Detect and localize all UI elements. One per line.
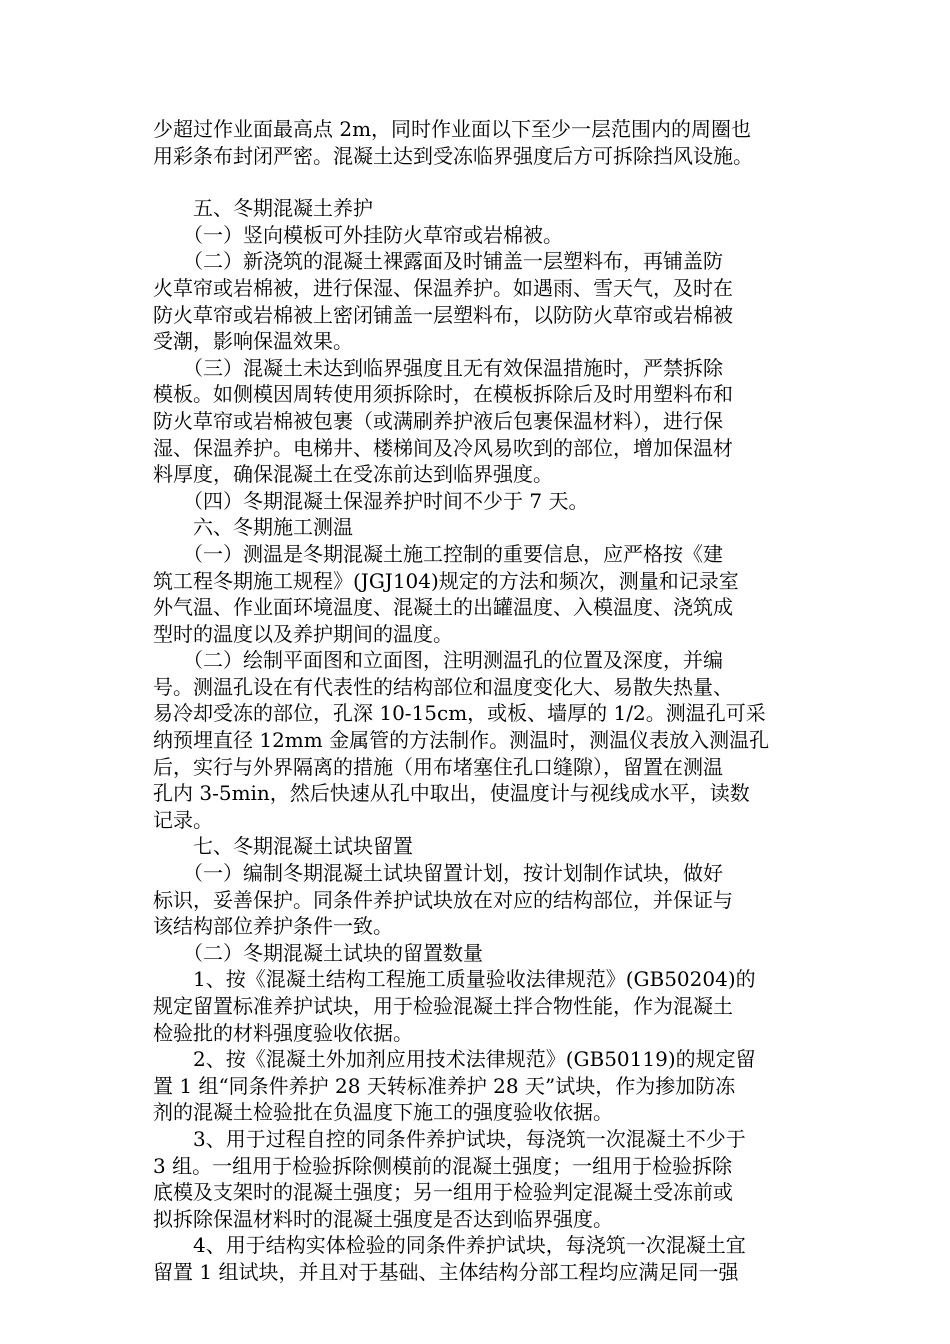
text-line: 用彩条布封闭严密。混凝土达到受冻临界强度后方可拆除挡风设施。: [153, 143, 753, 168]
text-line: （一）测温是冬期混凝土施工控制的重要信息，应严格按《建: [153, 541, 723, 566]
text-line: 少超过作业面最高点 2m，同时作业面以下至少一层范围内的周圈也: [153, 117, 752, 141]
text-line: 湿、保温养护。电梯井、楼梯间及冷风易吹到的部位，增加保温材: [153, 435, 733, 460]
text-line: 1、按《混凝土结构工程施工质量验收法律规范》(GB50204)的: [153, 967, 756, 992]
text-line: 外气温、作业面环境温度、混凝土的出罐温度、入模温度、浇筑成: [153, 595, 733, 620]
text-line: 置 1 组“同条件养护 28 天转标准养护 28 天”试块，作为掺加防冻: [153, 1073, 736, 1098]
text-line: （三）混凝土未达到临界强度且无有效保温措施时，严禁拆除: [153, 355, 723, 380]
text-line: 易冷却受冻的部位，孔深 10-15cm，或板、墙厚的 1/2。测温孔可采: [153, 701, 766, 726]
text-line: 2、按《混凝土外加剂应用技术法律规范》(GB50119)的规定留: [153, 1047, 756, 1072]
text-line: 3、用于过程自控的同条件养护试块，每浇筑一次混凝土不少于: [153, 1126, 746, 1151]
text-line: 火草帘或岩棉被，进行保湿、保温养护。如遇雨、雪天气，及时在: [153, 275, 733, 300]
text-line: 检验批的材料强度验收依据。: [153, 1020, 413, 1045]
text-line: 防火草帘或岩棉被包裹（或满刷养护液后包裹保温材料），进行保: [153, 408, 723, 433]
paragraph-gap: [153, 169, 813, 195]
text-line: 该结构部位养护条件一致。: [153, 914, 393, 939]
text-line: （二）冬期混凝土试块的留置数量: [153, 940, 483, 965]
text-line: （一）竖向模板可外挂防火草帘或岩棉被。: [153, 222, 563, 247]
text-line: 料厚度，确保混凝土在受冻前达到临界强度。: [153, 462, 553, 487]
text-line: 纳预埋直径 12mm 金属管的方法制作。测温时，测温仪表放入测温孔: [153, 728, 770, 753]
text-line: 底模及支架时的混凝土强度；另一组用于检验判定混凝土受冻前或: [153, 1180, 733, 1205]
text-line: 号。测温孔设在有代表性的结构部位和温度变化大、易散失热量、: [153, 674, 733, 699]
text-line: 后，实行与外界隔离的措施（用布堵塞住孔口缝隙），留置在测温: [153, 754, 723, 779]
text-line: 标识，妥善保护。同条件养护试块放在对应的结构部位，并保证与: [153, 887, 733, 912]
text-line: （一）编制冬期混凝土试块留置计划，按计划制作试块，做好: [153, 861, 723, 886]
text-line: 防火草帘或岩棉被上密闭铺盖一层塑料布，以防防火草帘或岩棉被: [153, 302, 733, 327]
text-line: 留置 1 组试块，并且对于基础、主体结构分部工程均应满足同一强: [153, 1259, 739, 1284]
text-line: （四）冬期混凝土保湿养护时间不少于 7 天。: [153, 488, 589, 513]
text-line: 规定留置标准养护试块，用于检验混凝土拌合物性能，作为混凝土: [153, 994, 733, 1018]
text-line: 型时的温度以及养护期间的温度。: [153, 621, 453, 646]
text-line: 孔内 3-5min，然后快速从孔中取出，使温度计与视线成水平，读数: [153, 781, 750, 806]
text-line: （二）绘制平面图和立面图，注明测温孔的位置及深度，并编: [153, 648, 723, 673]
text-line: 受潮，影响保温效果。: [153, 329, 353, 354]
text-line: 六、冬期施工测温: [153, 515, 353, 540]
text-line: （二）新浇筑的混凝土裸露面及时铺盖一层塑料布，再铺盖防: [153, 249, 723, 274]
text-line: 筑工程冬期施工规程》(JGJ104)规定的方法和频次，测量和记录室: [153, 568, 739, 593]
text-line: 3 组。一组用于检验拆除侧模前的混凝土强度；一组用于检验拆除: [153, 1153, 733, 1178]
text-line: 五、冬期混凝土养护: [153, 196, 373, 221]
text-line: 拟拆除保温材料时的混凝土强度是否达到临界强度。: [153, 1206, 613, 1231]
text-line: 剂的混凝土检验批在负温度下施工的强度验收依据。: [153, 1100, 613, 1125]
document-body: [153, 116, 813, 1286]
text-line: 4、用于结构实体检验的同条件养护试块，每浇筑一次混凝土宜: [153, 1233, 746, 1258]
text-line: 记录。: [153, 807, 213, 832]
text-line: 七、冬期混凝土试块留置: [153, 834, 413, 859]
text-line: 模板。如侧模因周转使用须拆除时，在模板拆除后及时用塑料布和: [153, 382, 733, 407]
